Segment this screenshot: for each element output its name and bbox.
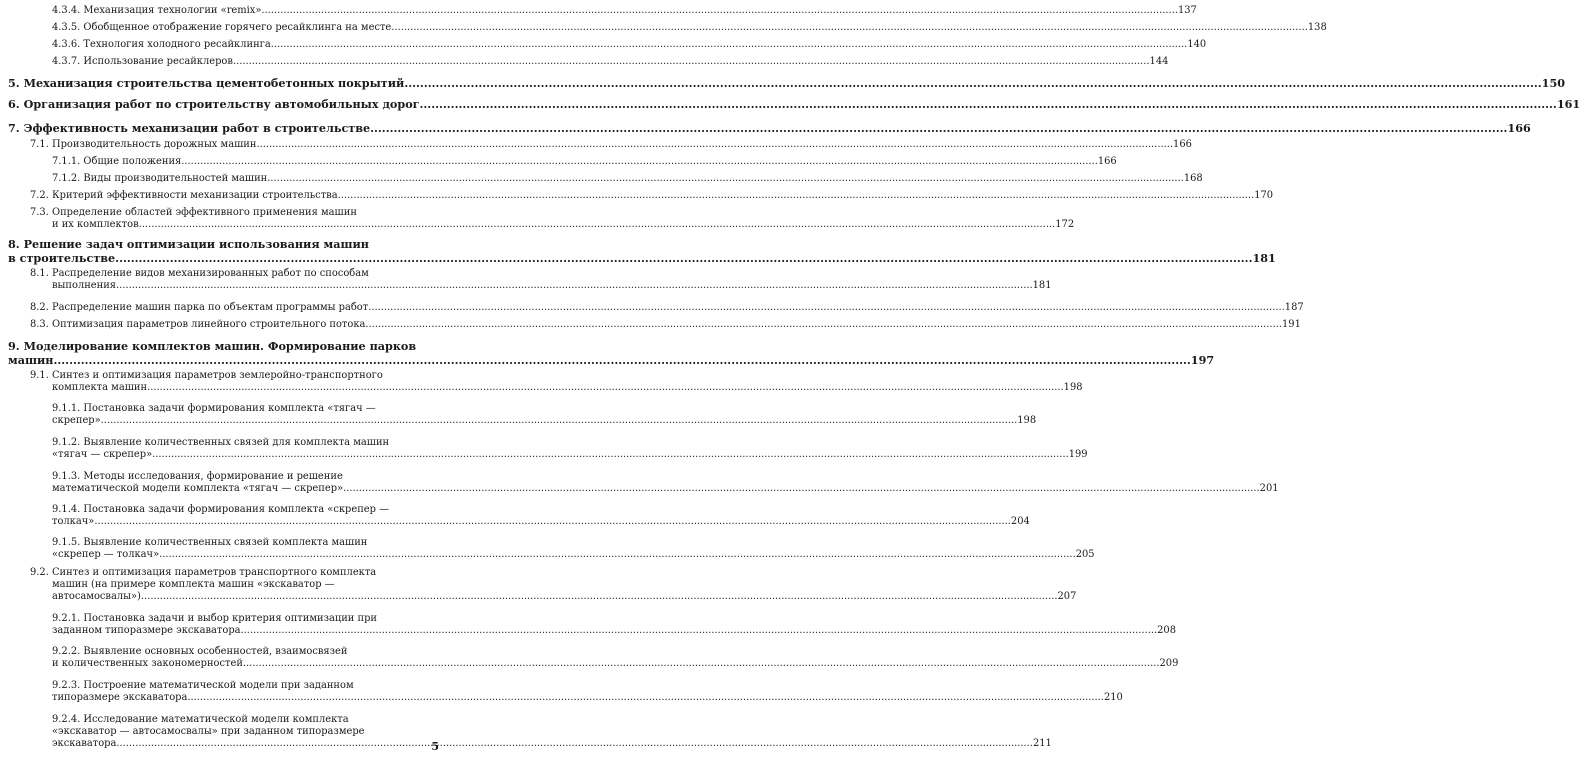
toc-entry-title: 8.1. Распределение видов механизированных работ по способам — [30, 268, 369, 279]
toc-entry[interactable] — [0, 190, 1274, 202]
dot-leader — [141, 591, 1058, 603]
toc-entry-title: 5. Механизация строительства цементобетонных покрытий — [8, 76, 405, 90]
toc-page-number: 211 — [1032, 738, 1052, 749]
toc-entry[interactable] — [0, 76, 1566, 90]
toc-page-number: 166 — [1507, 121, 1531, 135]
toc-entry-title: и их комплектов — [52, 219, 139, 230]
toc-entry-title: 9.1. Синтез и оптимизация параметров землеройно-транспортного — [30, 370, 383, 381]
toc-page-number: 150 — [1541, 76, 1566, 90]
toc-entry-title: автосамосвалы») — [52, 591, 141, 602]
dot-leader — [53, 353, 1190, 367]
toc-entry-title: 8.3. Оптимизация параметров линейного строительного потока — [30, 319, 366, 330]
toc-entry-title: 9.1.4. Постановка задачи формирования комплекта «скрепер — — [52, 504, 389, 515]
toc-entry-title: экскаватора — [52, 738, 117, 749]
toc-page-number: 198 — [1017, 415, 1037, 426]
dot-leader — [115, 251, 1252, 265]
toc-page-number: 138 — [1307, 22, 1327, 33]
toc-entry[interactable] — [0, 268, 1052, 292]
toc-entry[interactable] — [0, 22, 1327, 34]
toc-entry[interactable] — [0, 5, 1197, 17]
toc-entry-title: скрепер» — [52, 415, 101, 426]
toc-entry[interactable] — [0, 319, 1301, 331]
toc-entry[interactable] — [0, 471, 1279, 495]
dot-leader — [147, 382, 1064, 394]
toc-entry-title: толкач» — [52, 516, 95, 527]
dot-leader — [243, 658, 1160, 670]
dot-leader — [271, 39, 1188, 51]
toc-entry[interactable] — [0, 39, 1207, 51]
toc-entry[interactable] — [0, 207, 1075, 231]
dot-leader — [267, 173, 1184, 185]
toc-page-number: 168 — [1183, 173, 1203, 184]
toc-page-number: 210 — [1103, 692, 1123, 703]
toc-entry[interactable] — [0, 714, 1052, 750]
toc-entry-title: комплекта машин — [52, 382, 148, 393]
dot-leader — [391, 22, 1308, 34]
dot-leader — [241, 625, 1158, 637]
dot-leader — [404, 76, 1541, 90]
toc-entry[interactable] — [0, 339, 1215, 367]
dot-leader — [159, 549, 1076, 561]
dot-leader — [94, 516, 1011, 528]
dot-leader — [116, 280, 1033, 292]
toc-page-number: 181 — [1252, 251, 1276, 265]
toc-entry[interactable] — [0, 680, 1123, 704]
toc-entry-title: и количественных закономерностей — [52, 658, 243, 669]
dot-leader — [152, 449, 1069, 461]
toc-entry[interactable] — [0, 504, 1030, 528]
toc-page-number: 197 — [1190, 353, 1215, 367]
toc-entry-title: 9.1.3. Методы исследования, формирование и решение — [52, 471, 343, 482]
toc-entry[interactable] — [0, 403, 1037, 427]
toc-entry[interactable] — [0, 437, 1088, 461]
toc-entry-title: 9.2.1. Постановка задачи и выбор критерия оптимизации при — [52, 613, 378, 624]
toc-page-number: 207 — [1057, 591, 1077, 602]
toc-entry-title: 8.2. Распределение машин парка по объектам программы работ — [30, 302, 369, 313]
dot-leader — [420, 97, 1557, 111]
toc-entry-title: 6. Организация работ по строительству автомобильных дорог — [8, 97, 420, 111]
toc-entry-title: 4.3.6. Технология холодного ресайклинга — [52, 39, 271, 50]
toc-entry-title: в строительстве — [8, 251, 116, 265]
dot-leader — [116, 738, 1033, 750]
toc-entry-title: 4.3.5. Обобщенное отображение горячего ресайклинга на месте — [52, 22, 392, 33]
toc-page-number: 144 — [1149, 56, 1169, 67]
toc-page-number: 161 — [1556, 97, 1580, 111]
toc-entry[interactable] — [0, 237, 1276, 265]
toc-page-number: 205 — [1075, 549, 1095, 560]
toc-page-number: 137 — [1177, 5, 1197, 16]
toc-entry[interactable] — [0, 139, 1192, 151]
dot-leader — [365, 319, 1282, 331]
toc-entry-title: 9. Моделирование комплектов машин. Формирование парков — [8, 339, 417, 353]
toc-entry-title: 9.1.5. Выявление количественных связей комплекта машин — [52, 537, 368, 548]
dot-leader — [256, 139, 1173, 151]
toc-page-number: 198 — [1063, 382, 1083, 393]
toc-entry-title: «скрепер — толкач» — [52, 549, 160, 560]
toc-entry-title: 7. Эффективность механизации работ в строительстве — [8, 121, 371, 135]
toc-entry-title: 9.1.2. Выявление количественных связей для комплекта машин — [52, 437, 390, 448]
dot-leader — [343, 483, 1260, 495]
dot-leader — [370, 121, 1507, 135]
toc-entry-title: 8. Решение задач оптимизации использования машин — [8, 237, 369, 251]
toc-entry[interactable] — [0, 613, 1176, 637]
toc-entry-title: 7.1.2. Виды производительностей машин — [52, 173, 268, 184]
toc-page-number: 208 — [1157, 625, 1176, 636]
toc-entry-title: математической модели комплекта «тягач — скрепер» — [52, 483, 344, 494]
toc-entry-title: «экскаватор — автосамосвалы» при заданном типоразмере — [52, 726, 365, 737]
dot-leader — [101, 415, 1018, 427]
toc-page-number: 181 — [1032, 280, 1052, 291]
toc-page-number: 140 — [1187, 39, 1207, 50]
toc-entry-title: выполнения — [52, 280, 117, 291]
dot-leader — [261, 5, 1178, 17]
toc-entry-title: машин (на примере комплекта машин «экскаватор — — [52, 579, 335, 590]
toc-page-number: 191 — [1282, 319, 1301, 330]
page-number: 5 — [431, 740, 439, 753]
dot-leader — [368, 302, 1285, 314]
toc-page-number: 199 — [1068, 449, 1088, 460]
dot-leader — [187, 692, 1104, 704]
toc-entry-title: заданном типоразмере экскаватора — [52, 625, 241, 636]
dot-leader — [338, 190, 1255, 202]
toc-entry-title: 7.1.1. Общие положения — [52, 156, 182, 167]
toc-page-number: 204 — [1010, 516, 1030, 527]
toc-entry[interactable] — [0, 302, 1304, 314]
toc-entry-title: 9.1.1. Постановка задачи формирования комплекта «тягач — — [52, 403, 376, 414]
toc-entry-title: 9.2.4. Исследование математической модели комплекта — [52, 714, 349, 725]
toc-entry[interactable] — [0, 97, 1580, 111]
toc-entry-title: «тягач — скрепер» — [52, 449, 153, 460]
toc-entry-title: 7.1. Производительность дорожных машин — [30, 139, 257, 150]
toc-page-number: 172 — [1055, 219, 1075, 230]
toc-entry-title: типоразмере экскаватора — [52, 692, 188, 703]
toc-page-number: 170 — [1254, 190, 1274, 201]
toc-entry[interactable] — [0, 537, 1095, 561]
toc-entry[interactable] — [0, 121, 1531, 135]
toc-entry[interactable] — [0, 56, 1169, 68]
toc-entry-title: машин — [8, 353, 54, 367]
toc-entry-title: 9.2.3. Построение математической модели при заданном — [52, 680, 354, 691]
dot-leader — [181, 156, 1098, 168]
toc-entry[interactable] — [0, 173, 1203, 185]
dot-leader — [139, 219, 1056, 231]
toc-page-number: 187 — [1284, 302, 1304, 313]
toc-entry-title: 4.3.4. Механизация технологии «remix» — [52, 5, 262, 16]
toc-entry[interactable] — [0, 567, 1077, 603]
toc-entry[interactable] — [0, 370, 1083, 394]
toc-entry-title: 7.3. Определение областей эффективного применения машин — [30, 207, 357, 218]
toc-page-number: 166 — [1173, 139, 1192, 150]
dot-leader — [233, 56, 1150, 68]
toc-page-number: 209 — [1159, 658, 1179, 669]
toc-entry-title: 4.3.7. Использование ресайклеров — [52, 56, 233, 67]
toc-page-number: 201 — [1259, 483, 1279, 494]
toc-entry-title: 9.2. Синтез и оптимизация параметров транспортного комплекта — [30, 567, 377, 578]
toc-entry[interactable] — [0, 156, 1117, 168]
toc-page-number: 166 — [1097, 156, 1117, 167]
toc-entry[interactable] — [0, 646, 1179, 670]
toc-entry-title: 7.2. Критерий эффективности механизации строительства — [30, 190, 338, 201]
toc-entry-title: 9.2.2. Выявление основных особенностей, взаимосвязей — [52, 646, 348, 657]
